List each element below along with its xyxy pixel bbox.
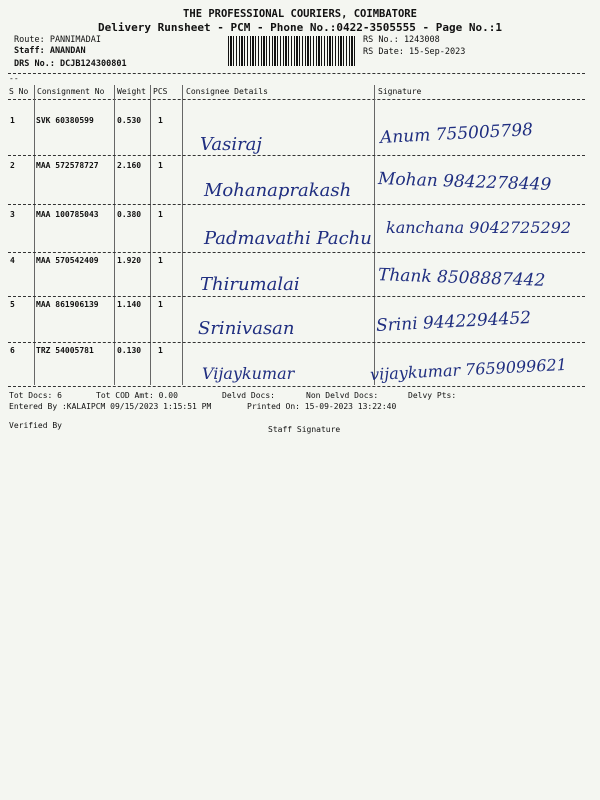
- row-divider: [8, 204, 585, 205]
- row-consignment: MAA 100785043: [36, 210, 99, 219]
- rs-number: RS No.: 1243008: [363, 35, 440, 45]
- total-cod-amount: Tot COD Amt: 0.00: [96, 391, 178, 400]
- consignee-handwriting: Mohanaprakash: [204, 180, 352, 201]
- column-divider: [114, 85, 115, 385]
- entered-by: Entered By :KALAIPCM 09/15/2023 1:15:51 PM: [9, 402, 212, 411]
- row-pcs: 1: [158, 210, 163, 219]
- row-weight: 0.530: [117, 116, 142, 125]
- verified-by: Verified By: [9, 421, 62, 430]
- row-sno: 4: [10, 256, 15, 265]
- company-name: THE PROFESSIONAL COURIERS, COIMBATORE: [183, 8, 417, 20]
- column-divider: [150, 85, 151, 385]
- signature-handwriting: Mohan 9842278449: [377, 168, 552, 196]
- dash-marker: --: [9, 74, 19, 83]
- signature-handwriting: Anum 755005798: [379, 120, 534, 148]
- row-sno: 5: [10, 300, 15, 309]
- row-divider: [8, 342, 585, 343]
- header-divider: [8, 73, 585, 74]
- consignee-handwriting: Srinivasan: [198, 318, 295, 339]
- row-sno: 6: [10, 346, 15, 355]
- table-bottom-divider: [8, 386, 585, 387]
- col-header-weight: Weight: [117, 87, 146, 96]
- table-header-divider: [8, 99, 585, 100]
- row-pcs: 1: [158, 116, 163, 125]
- staff-signature-label: Staff Signature: [268, 425, 341, 434]
- signature-handwriting: Thank 8508887442: [377, 265, 546, 291]
- consignee-handwriting: Thirumalai: [200, 274, 300, 295]
- col-header-consignment: Consignment No: [37, 87, 105, 96]
- signature-handwriting: vijaykumar 7659099621: [369, 354, 568, 385]
- runsheet-title: Delivery Runsheet - PCM - Phone No.:0422-3505555 - Page No.:1: [98, 21, 502, 34]
- row-sno: 1: [10, 116, 15, 125]
- row-divider: [8, 252, 585, 253]
- route-label: Route: PANNIMADAI: [14, 35, 101, 45]
- row-weight: 0.130: [117, 346, 142, 355]
- col-header-sno: S No: [9, 87, 29, 96]
- rs-date: RS Date: 15-Sep-2023: [363, 47, 466, 57]
- row-sno: 3: [10, 210, 15, 219]
- consignee-handwriting: Padmavathi Pachu: [204, 228, 372, 249]
- row-divider: [8, 296, 585, 297]
- row-weight: 1.140: [117, 300, 142, 309]
- row-divider: [8, 155, 585, 156]
- signature-handwriting: Srini 9442294452: [375, 307, 532, 337]
- drs-number: DRS No.: DCJB124300801: [14, 59, 127, 69]
- col-header-pcs: PCS: [153, 87, 168, 96]
- column-divider: [182, 85, 183, 385]
- row-consignment: MAA 572578727: [36, 161, 99, 170]
- col-header-signature: Signature: [378, 87, 422, 96]
- col-header-consignee: Consignee Details: [186, 87, 268, 96]
- row-pcs: 1: [158, 346, 163, 355]
- column-divider: [34, 85, 35, 385]
- row-consignment: SVK 60380599: [36, 116, 94, 125]
- row-consignment: MAA 861906139: [36, 300, 99, 309]
- delivered-docs: Delvd Docs:: [222, 391, 275, 400]
- staff-label: Staff: ANANDAN: [14, 46, 86, 56]
- row-weight: 1.920: [117, 256, 142, 265]
- non-delivered-docs: Non Delvd Docs:: [306, 391, 379, 400]
- row-consignment: MAA 570542409: [36, 256, 99, 265]
- delivery-points: Delvy Pts:: [408, 391, 457, 400]
- consignee-handwriting: Vasiraj: [200, 134, 262, 155]
- row-consignment: TRZ 54005781: [36, 346, 94, 355]
- row-weight: 0.380: [117, 210, 142, 219]
- row-pcs: 1: [158, 161, 163, 170]
- signature-handwriting: kanchana 9042725292: [386, 218, 572, 237]
- consignee-handwriting: Vijaykumar: [202, 364, 295, 383]
- column-divider: [374, 85, 375, 385]
- row-pcs: 1: [158, 300, 163, 309]
- row-weight: 2.160: [117, 161, 142, 170]
- row-sno: 2: [10, 161, 15, 170]
- row-pcs: 1: [158, 256, 163, 265]
- printed-on: Printed On: 15-09-2023 13:22:40: [247, 402, 397, 411]
- barcode: [228, 36, 356, 66]
- total-docs: Tot Docs: 6: [9, 391, 62, 400]
